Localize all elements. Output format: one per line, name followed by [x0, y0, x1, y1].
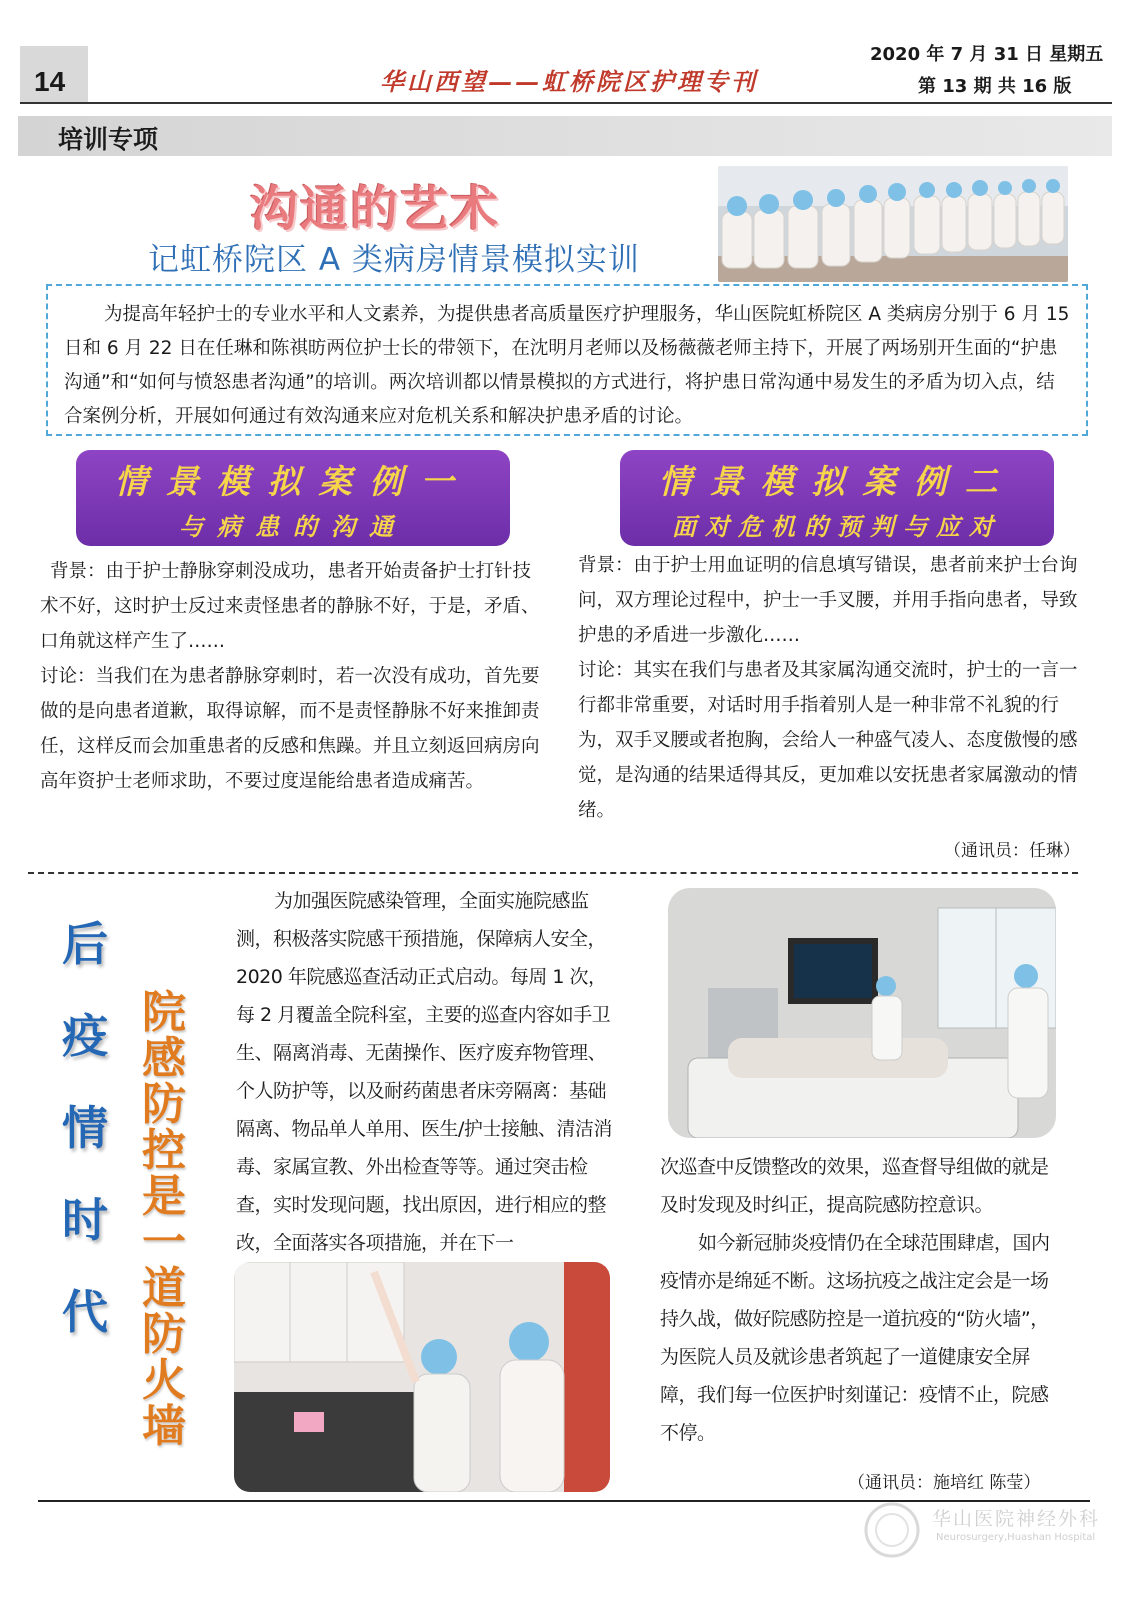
- title-char: 控: [142, 1125, 186, 1176]
- case2-banner-subtitle: 面对危机的预判与应对: [672, 513, 1002, 541]
- title-char: 墙: [142, 1401, 186, 1452]
- article2-paragraph-right2: 如今新冠肺炎疫情仍在全球范围肆虐，国内疫情亦是绵延不断。这场抗疫之战注定会是一场持久战，做好院感防控是一道抗疫的“防火墙”，为医院人员及就诊患者筑起了一道健康安全屏障，我们每一位医护时刻谨记：疫情不止，院感不停。: [660, 1232, 1050, 1444]
- case1-banner: [76, 450, 510, 546]
- case1-banner-title: 情景模拟案例一: [114, 462, 472, 501]
- case2-discussion: 讨论：其实在我们与患者及其家属沟通交流时，护士的一言一行都非常重要，对话时用手指着别人是一种非常不礼貌的行为，双手叉腰或者抱胸，会给人一种盛气凌人、态度傲慢的感觉，是沟通的结果适得其反，更加难以安抚患者家属激动的情绪。: [578, 660, 1078, 821]
- title-char: 是: [142, 1171, 186, 1222]
- logo-subtext: Neurosurgery,Huashan Hospital: [936, 1532, 1096, 1543]
- case2-background: 背景：由于护士用血证明的信息填写错误，患者前来护士台询问，双方理论过程中，护士一手叉腰，并用手指向患者，导致护患的矛盾进一步激化……: [578, 555, 1078, 646]
- logo-text: 华山医院神经外科: [932, 1508, 1101, 1530]
- intro-box: [46, 284, 1088, 436]
- title-char: 一: [142, 1217, 186, 1268]
- title-char: 情: [62, 1101, 108, 1155]
- article-subtitle: 记虹桥院区 A 类病房情景模拟实训: [148, 242, 640, 278]
- title-char: 院: [142, 987, 186, 1038]
- section-divider: [28, 872, 1078, 874]
- case2-text: [578, 548, 1078, 828]
- section-title: 培训专项: [58, 125, 159, 154]
- title-char: 时: [62, 1193, 108, 1247]
- case1-banner-subtitle: 与病患的沟通: [179, 513, 407, 541]
- article2-right-text: [660, 1148, 1060, 1452]
- title-char: 代: [62, 1285, 108, 1339]
- title-char: 火: [142, 1355, 186, 1406]
- page-number: 14: [20, 46, 88, 104]
- article2-credit: （通讯员：施培红 陈莹）: [848, 1473, 1041, 1493]
- intro-paragraph: 为提高年轻护士的专业水平和人文素养，为提供患者高质量医疗护理服务，华山医院虹桥院区 A 类病房分别于 6 月 15 日和 6 月 22 日在任琳和陈祺昉两位护士长的带领下，在沈明月老师以及杨薇薇老师主持下，开展了两场别开生面的“护患沟通”和“如何与愤怒患者沟通”的培训。两次培训都以情景模拟的方式进行，将护患日常沟通中易发生的矛盾为切入点，结合案例分析，开展如何通过有效沟通来应对危机关系和解决护患矛盾的讨论。: [64, 304, 1070, 427]
- header-rule: [20, 102, 1112, 104]
- article2-title-blue: [50, 898, 120, 1358]
- case1-discussion: 讨论：当我们在为患者静脉穿刺时，若一次没有成功，首先要做的是向患者道歉，取得谅解，而不是责怪静脉不好来推卸责任，这样反而会加重患者的反感和焦躁。并且立刻返回病房向高年资护士老师求助，不要过度逞能给患者造成痛苦。: [40, 666, 540, 792]
- article2-paragraph-right1: 次巡查中反馈整改的效果，巡查督导组做的就是及时发现及时纠正，提高院感防控意识。: [660, 1156, 1049, 1216]
- article-title: 沟通的艺术: [250, 181, 501, 237]
- case1-text: [40, 554, 540, 799]
- article2-left-text: [236, 882, 620, 1262]
- inspection-photo: [234, 1262, 610, 1492]
- title-char: 感: [142, 1033, 186, 1084]
- title-char: 防: [142, 1309, 186, 1360]
- title-char: 疫: [62, 1009, 108, 1063]
- title-char: 后: [62, 917, 108, 971]
- masthead: 华山西望——虹桥院区护理专刊: [380, 67, 758, 96]
- case2-banner-title: 情景模拟案例二: [658, 462, 1016, 501]
- issue-date: 2020 年 7 月 31 日 星期五: [870, 44, 1104, 65]
- case1-background: 背景：由于护士静脉穿刺没成功，患者开始责备护士打针技术不好，这时护士反过来责怪患者的静脉不好，于是，矛盾、口角就这样产生了……: [40, 561, 540, 652]
- title-char: 防: [142, 1079, 186, 1130]
- icu-photo: [668, 888, 1056, 1138]
- article2-title-orange: [136, 987, 192, 1452]
- article2-paragraph-left: 为加强医院感染管理，全面实施院感监测，积极落实院感干预措施，保障病人安全，2020 年院感巡查活动正式启动。每周 1 次，每 2 月覆盖全院科室，主要的巡查内容如手卫生、隔离消毒、无菌操作、医疗废弃物管理、个人防护等，以及耐药菌患者床旁隔离：基础隔离、物品单人单用、医生/护士接触、清洁消毒、家属宣教、外出检查等等。通过突击检查，实时发现问题，找出原因，进行相应的整改，全面落实各项措施，并在下一: [236, 890, 612, 1254]
- case2-banner: [620, 450, 1054, 546]
- article1-credit: （通讯员：任琳）: [944, 841, 1080, 861]
- title-char: 道: [142, 1263, 186, 1314]
- training-group-photo: [718, 166, 1068, 282]
- section-bar: [18, 116, 1112, 156]
- hospital-logo: [862, 1500, 1102, 1560]
- issue-number: 第 13 期 共 16 版: [918, 76, 1072, 97]
